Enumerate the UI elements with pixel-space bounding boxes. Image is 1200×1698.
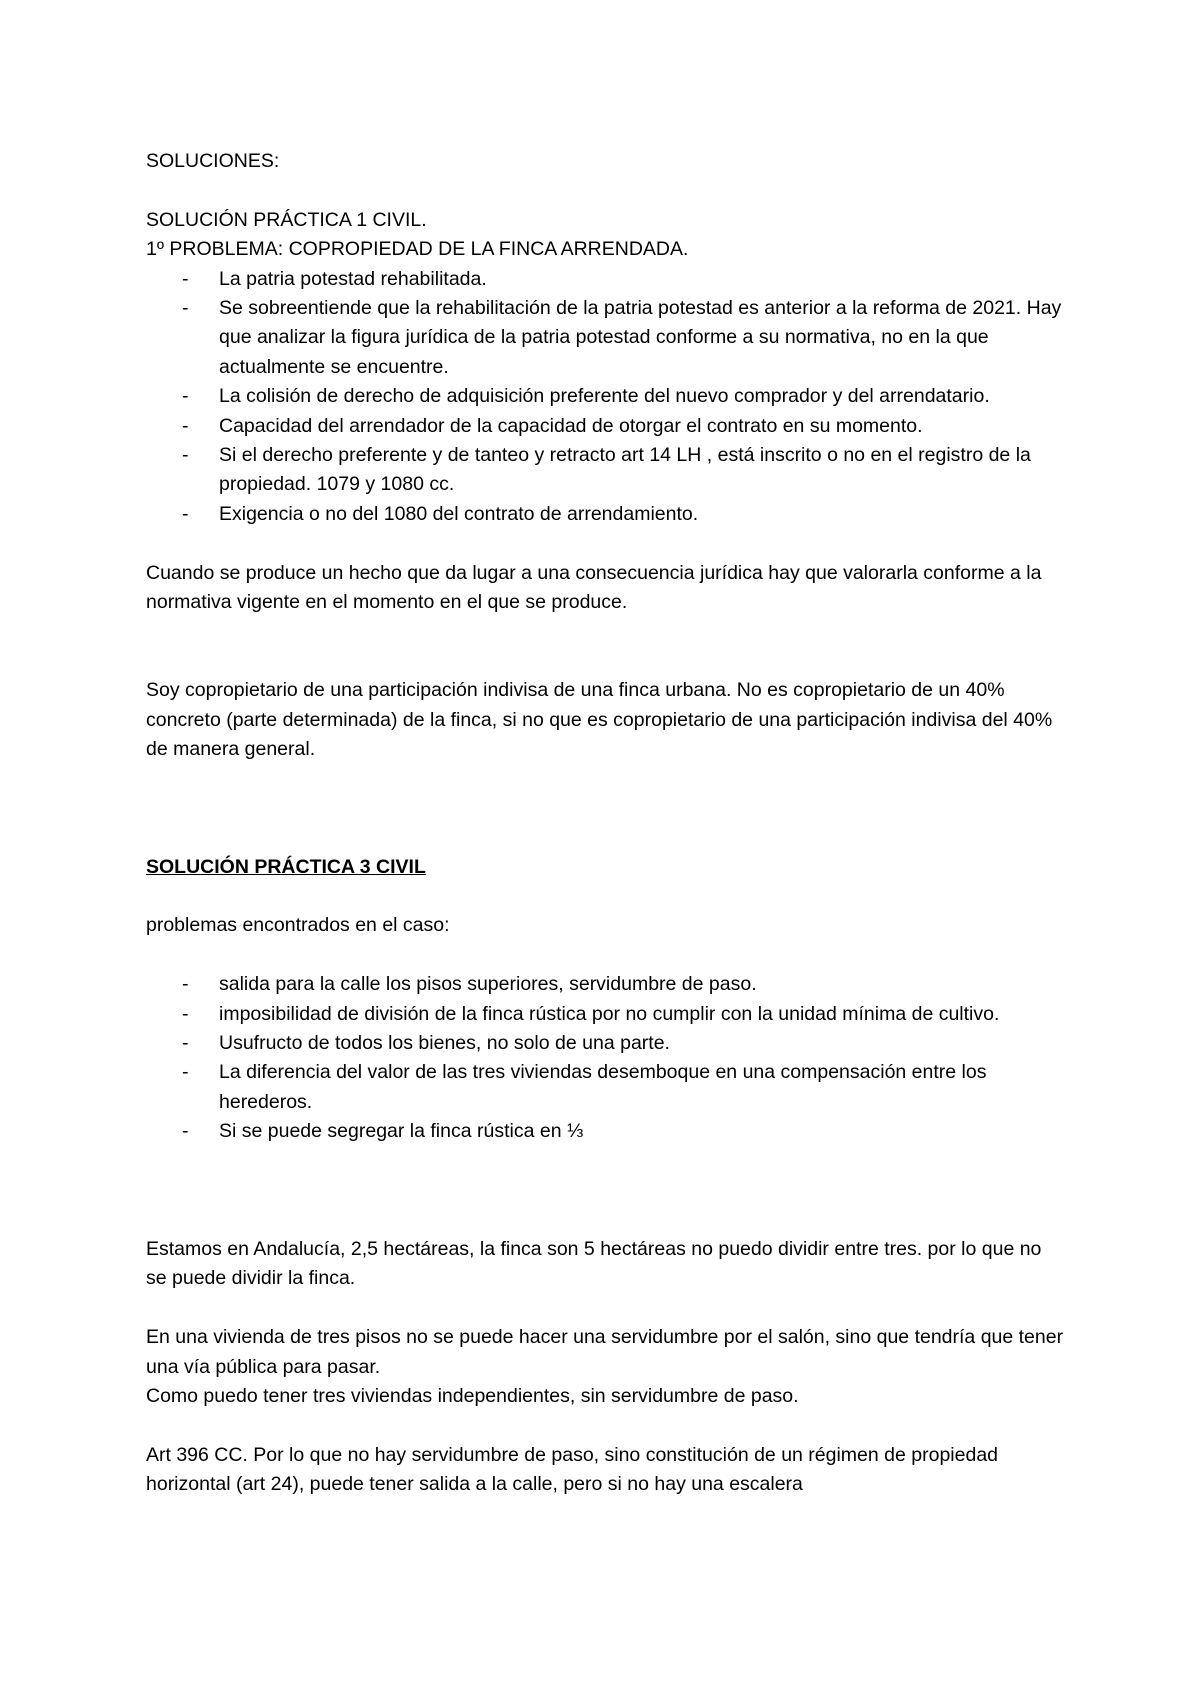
- list-item: - Si se puede segregar la finca rústica en ⅓: [146, 1117, 1066, 1146]
- list-item: - Capacidad del arrendador de la capacidad de otorgar el contrato en su momento.: [146, 412, 1066, 441]
- list-item: - Si el derecho preferente y de tanteo y retracto art 14 LH , está inscrito o no en el registro de la propiedad. 1079 y 1080 cc.: [146, 441, 1066, 500]
- practice3-paragraph: Estamos en Andalucía, 2,5 hectáreas, la finca son 5 hectáreas no puedo dividir entre tres. por lo que no se puede dividir la finca.: [146, 1237, 1042, 1290]
- practice3-paragraph: Art 396 CC. Por lo que no hay servidumbre de paso, sino constitución de un régimen de propiedad horizontal (art 24), puede tener salida a la calle, pero si no hay una escalera: [146, 1443, 999, 1496]
- practice1-paragraph: Soy copropietario de una participación indivisa de una finca urbana. No es copropietario de un 40% concreto (parte determinada) de la finca, si no que es copropietario de una participación indivisa del 40% de manera general.: [146, 679, 1053, 761]
- practice3-paragraph: Como puedo tener tres viviendas independientes, sin servidumbre de paso.: [146, 1384, 799, 1407]
- list-item: - Exigencia o no del 1080 del contrato de arrendamiento.: [146, 500, 1066, 529]
- practice1-list: [146, 265, 1066, 530]
- list-item: - La patria potestad rehabilitada.: [146, 265, 1066, 294]
- document-page: [146, 147, 1066, 1500]
- practice1-paragraph: Cuando se produce un hecho que da lugar a una consecuencia jurídica hay que valorarla conforme a la normativa vigente en el momento en el que se produce.: [146, 561, 1042, 614]
- practice1-problem: 1º PROBLEMA: COPROPIEDAD DE LA FINCA ARRENDADA.: [146, 238, 689, 261]
- practice3-paragraph: En una vivienda de tres pisos no se puede hacer una servidumbre por el salón, sino que tendría que tener una vía pública para pasar.: [146, 1326, 1064, 1378]
- list-item: - Usufructo de todos los bienes, no solo de una parte.: [146, 1029, 1066, 1058]
- document-title: SOLUCIONES:: [146, 150, 280, 172]
- practice3-intro: problemas encontrados en el caso:: [146, 914, 450, 937]
- list-item: - La diferencia del valor de las tres viviendas desemboque en una compensación entre los herederos.: [146, 1058, 1066, 1117]
- list-item: - imposibilidad de división de la finca rústica por no cumplir con la unidad mínima de cultivo.: [146, 1000, 1066, 1029]
- list-item: - La colisión de derecho de adquisición preferente del nuevo comprador y del arrendatario.: [146, 382, 1066, 411]
- practice3-list: [146, 970, 1066, 1146]
- practice3-heading: SOLUCIÓN PRÁCTICA 3 CIVIL: [146, 855, 426, 878]
- list-item: - Se sobreentiende que la rehabilitación de la patria potestad es anterior a la reforma de 2021. Hay que analizar la figura jurídica de la patria potestad conforme a su normativa, no en la que actualmente se encuentre.: [146, 294, 1066, 382]
- list-item: - salida para la calle los pisos superiores, servidumbre de paso.: [146, 970, 1066, 999]
- practice1-heading: SOLUCIÓN PRÁCTICA 1 CIVIL.: [146, 208, 427, 231]
